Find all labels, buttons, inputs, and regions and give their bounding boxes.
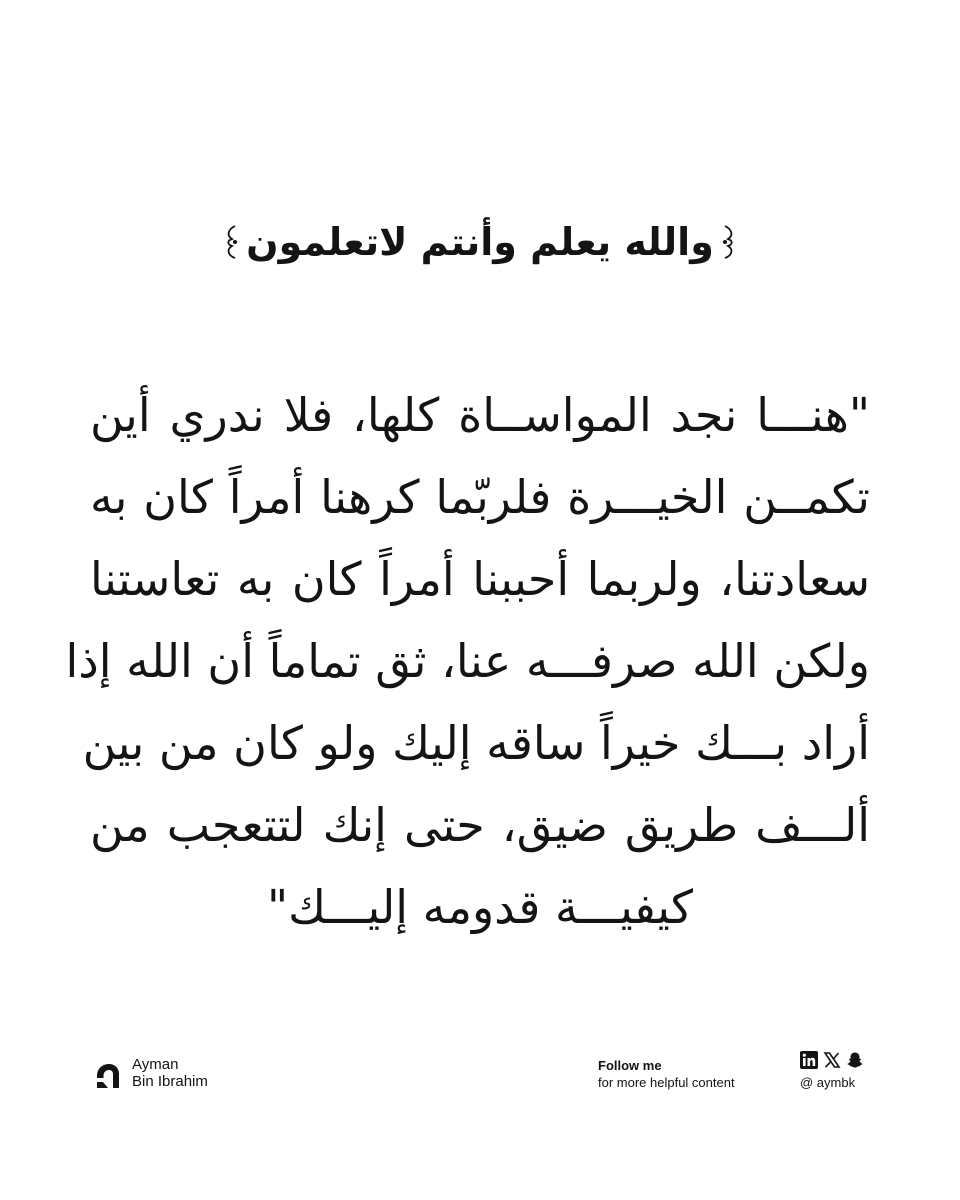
social-handle[interactable]: @ aymbk — [800, 1075, 856, 1090]
brand-name — [132, 1056, 208, 1090]
brand-block — [94, 1056, 208, 1090]
brand-logo-icon — [94, 1056, 122, 1090]
ornate-bracket-right-icon — [720, 222, 738, 262]
follow-subtitle: for more helpful content — [598, 1075, 735, 1090]
quote-line: سعادتنا، ولربما أحببنا أمراً كان به تعاستنا — [90, 552, 870, 606]
follow-block — [598, 1057, 735, 1092]
quote-line: تكمــن الخيـــرة فلربّما كرهنا أمراً كان به — [90, 470, 870, 524]
verse-text: والله يعلم وأنتم لاتعلمون — [246, 220, 714, 264]
linkedin-icon[interactable] — [800, 1051, 818, 1069]
quote-line: كيفيـــة قدومه إليـــك" — [267, 880, 693, 934]
follow-title: Follow me — [598, 1058, 662, 1073]
quote-line: ولكن الله صرفـــه عنا، ثق تماماً أن الله إذا — [65, 634, 870, 688]
brand-name-line1: Ayman — [132, 1056, 179, 1073]
x-icon[interactable] — [823, 1051, 841, 1069]
quote-body — [65, 374, 870, 948]
social-icons — [800, 1050, 864, 1070]
brand-name-line2: Bin Ibrahim — [132, 1073, 208, 1090]
quote-line: أراد بـــك خيراً ساقه إليك ولو كان من بين — [82, 716, 870, 770]
verse-heading — [0, 212, 960, 272]
social-block — [800, 1050, 864, 1092]
snapchat-icon[interactable] — [846, 1051, 864, 1069]
ornate-bracket-left-icon — [222, 222, 240, 262]
quote-line: "هنـــا نجد المواســاة كلها، فلا ندري أين — [90, 388, 870, 442]
quote-line: ألـــف طريق ضيق، حتى إنك لتتعجب من — [90, 798, 870, 852]
